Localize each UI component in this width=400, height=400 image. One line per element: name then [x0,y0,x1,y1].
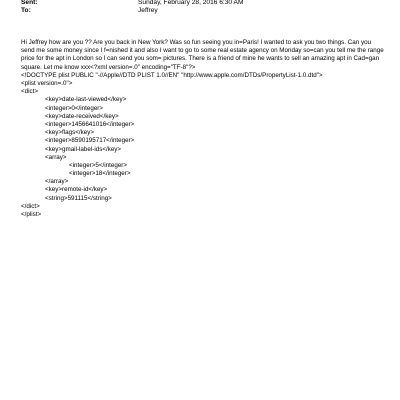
plist-line: <key>gmail-label-ids</key> [45,145,122,153]
plist-line: <integer>0</integer> [45,104,104,112]
sent-value: Sunday, February 28, 2016 6:30 AM [138,0,244,6]
plist-line: <plist version=.0"> [21,80,73,87]
plist-line: <integer>1456641016</integer> [45,120,135,128]
plist-line: <integer>18</integer> [69,170,131,178]
plist-line: <dict> [21,88,39,96]
plist-line: </plist> [21,211,42,218]
plist-line: <key>flags</key> [45,129,94,137]
to-row [21,7,158,15]
plist-line: <key>date-received</key> [45,112,119,120]
plist-line: </array> [45,178,69,186]
plist-line: <integer>8590195717</integer> [45,137,135,145]
plist-line: <key>remote-id</key> [45,186,108,194]
to-label: To: [21,7,31,14]
plist-line: <string>591115</string> [45,194,112,202]
plist-line: </dict> [21,202,40,210]
to-value: Jeffrey [138,7,158,14]
sent-label: Sent: [21,0,38,6]
message-paragraph: Hi Jeffrey how are you ?? Are you back in New York? Was so fun seeing you in=Paris! I wanted to ask you two things. Can you send me some money since I f=nished it and also I want to go to some real estate agency on Monday so=can you tell me the range price for the apt in London so I can send you som= pictures. There is a friend of mine he wants to sell an amazing apt in Cad=gan square. Let me know xxx<?xml version=.0" encoding="TF-8"?> [21,39,384,71]
doctype-line: <!DOCTYPE plist PUBLIC "-//Apple//DTD PLIST 1.0//EN" "http://www.apple.com/DTDs/PropertyList-1.0.dtd"> [21,71,323,79]
message-body [21,39,386,219]
plist-line: <key>date-last-viewed</key> [45,96,127,104]
plist-line: <array> [45,153,67,161]
sent-row [21,0,243,7]
plist-line: <integer>5</integer> [69,161,128,169]
